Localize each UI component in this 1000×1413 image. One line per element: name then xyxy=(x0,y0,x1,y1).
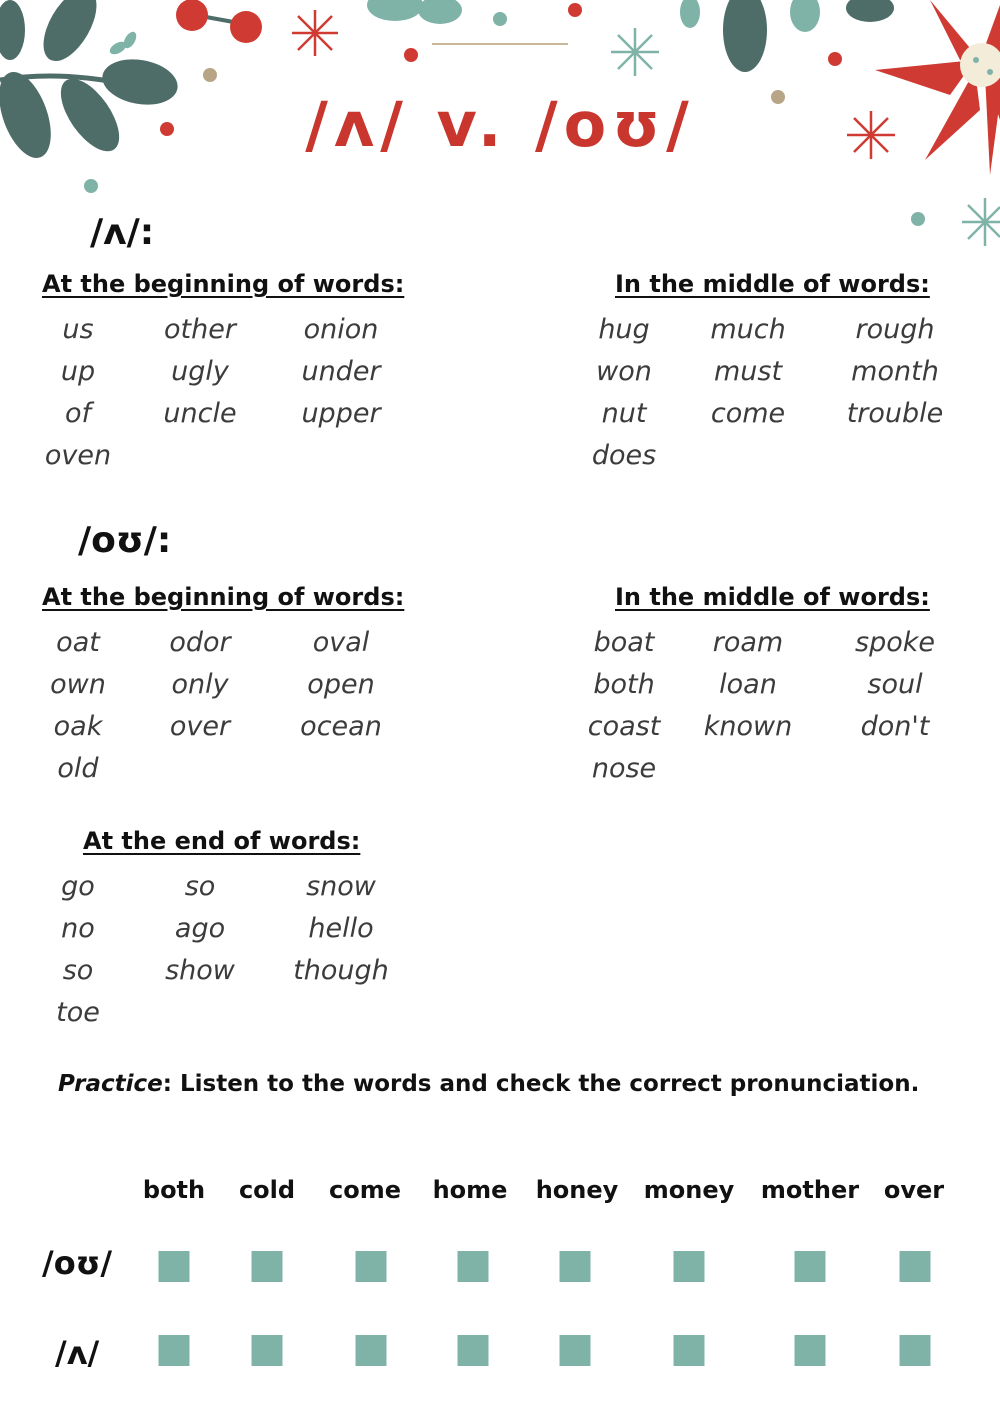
checkbox-oh-mother[interactable] xyxy=(795,1251,826,1282)
oh-beginning-heading: At the beginning of words: xyxy=(42,583,405,611)
word: ago xyxy=(174,913,226,944)
word: over xyxy=(169,711,231,742)
word: odor xyxy=(169,627,231,658)
word: hug xyxy=(598,314,650,345)
word: oak xyxy=(53,711,103,742)
checkbox-oh-over[interactable] xyxy=(900,1251,931,1282)
checkbox-uh-cold[interactable] xyxy=(252,1335,283,1366)
word: oat xyxy=(56,627,100,658)
checkbox-oh-cold[interactable] xyxy=(252,1251,283,1282)
word: must xyxy=(713,356,783,387)
checkbox-oh-both[interactable] xyxy=(159,1251,190,1282)
practice-text: : Listen to the words and check the correct pronunciation. xyxy=(162,1071,920,1097)
checkbox-uh-money[interactable] xyxy=(674,1335,705,1366)
oh-end-heading: At the end of words: xyxy=(83,827,361,855)
word: so xyxy=(184,871,216,902)
word: don't xyxy=(860,711,930,742)
uh-beginning-heading: At the beginning of words: xyxy=(42,270,405,298)
checkbox-uh-home[interactable] xyxy=(458,1335,489,1366)
word: open xyxy=(307,669,375,700)
word: of xyxy=(64,398,92,429)
word: month xyxy=(851,356,939,387)
section-uh-symbol: /ʌ/: xyxy=(90,212,155,253)
practice-word: home xyxy=(432,1176,508,1204)
word: us xyxy=(62,314,94,345)
word: old xyxy=(57,753,99,784)
word: roam xyxy=(712,627,784,658)
row-label-oh: /oʊ/ xyxy=(42,1244,113,1282)
checkbox-oh-come[interactable] xyxy=(356,1251,387,1282)
word: trouble xyxy=(846,398,944,429)
word: only xyxy=(171,669,229,700)
word: spoke xyxy=(855,627,935,658)
word: other xyxy=(164,314,236,345)
checkbox-oh-home[interactable] xyxy=(458,1251,489,1282)
word: coast xyxy=(587,711,661,742)
word: onion xyxy=(303,314,379,345)
checkbox-uh-honey[interactable] xyxy=(560,1335,591,1366)
word: won xyxy=(596,356,652,387)
word: much xyxy=(710,314,786,345)
word: under xyxy=(301,356,381,387)
snowflake-icon xyxy=(292,10,338,56)
berries-icon xyxy=(176,0,262,43)
checkbox-oh-honey[interactable] xyxy=(560,1251,591,1282)
word: oval xyxy=(312,627,370,658)
word: does xyxy=(591,440,657,471)
word: nose xyxy=(591,753,657,784)
word: show xyxy=(165,955,235,986)
word: though xyxy=(293,955,389,986)
snowflake-icon xyxy=(611,28,659,76)
practice-word: over xyxy=(883,1176,945,1204)
word: oven xyxy=(44,440,112,471)
checkbox-oh-money[interactable] xyxy=(674,1251,705,1282)
oh-middle-heading: In the middle of words: xyxy=(615,583,930,611)
row-label-uh: /ʌ/ xyxy=(55,1334,100,1372)
word: boat xyxy=(593,627,655,658)
word: toe xyxy=(56,997,100,1028)
word: ugly xyxy=(171,356,229,387)
section-oh-symbol: /oʊ/: xyxy=(78,520,172,561)
practice-label: Practice xyxy=(58,1071,163,1097)
checkbox-uh-mother[interactable] xyxy=(795,1335,826,1366)
practice-word: mother xyxy=(760,1176,860,1204)
uh-middle-heading: In the middle of words: xyxy=(615,270,930,298)
practice-word: both xyxy=(142,1176,206,1204)
checkbox-uh-both[interactable] xyxy=(159,1335,190,1366)
practice-instruction xyxy=(58,1071,919,1097)
word: up xyxy=(60,356,96,387)
snowflake-icon xyxy=(962,198,1000,246)
checkbox-uh-come[interactable] xyxy=(356,1335,387,1366)
word: snow xyxy=(306,871,376,902)
word: go xyxy=(61,871,95,902)
word: no xyxy=(61,913,95,944)
word: both xyxy=(593,669,655,700)
word: so xyxy=(62,955,94,986)
word: own xyxy=(50,669,106,700)
word: rough xyxy=(855,314,935,345)
practice-word: honey xyxy=(535,1176,619,1204)
practice-word: money xyxy=(643,1176,735,1204)
word: upper xyxy=(301,398,381,429)
page-title: /ʌ/ v. /oʊ/ xyxy=(305,88,695,161)
word: uncle xyxy=(163,398,237,429)
title-divider xyxy=(432,43,568,45)
checkbox-uh-over[interactable] xyxy=(900,1335,931,1366)
practice-word: cold xyxy=(238,1176,296,1204)
word: soul xyxy=(867,669,923,700)
word: ocean xyxy=(300,711,382,742)
word: known xyxy=(703,711,793,742)
practice-word: come xyxy=(329,1176,401,1204)
word: nut xyxy=(601,398,647,429)
word: come xyxy=(710,398,786,429)
word: hello xyxy=(308,913,374,944)
word: loan xyxy=(719,669,777,700)
